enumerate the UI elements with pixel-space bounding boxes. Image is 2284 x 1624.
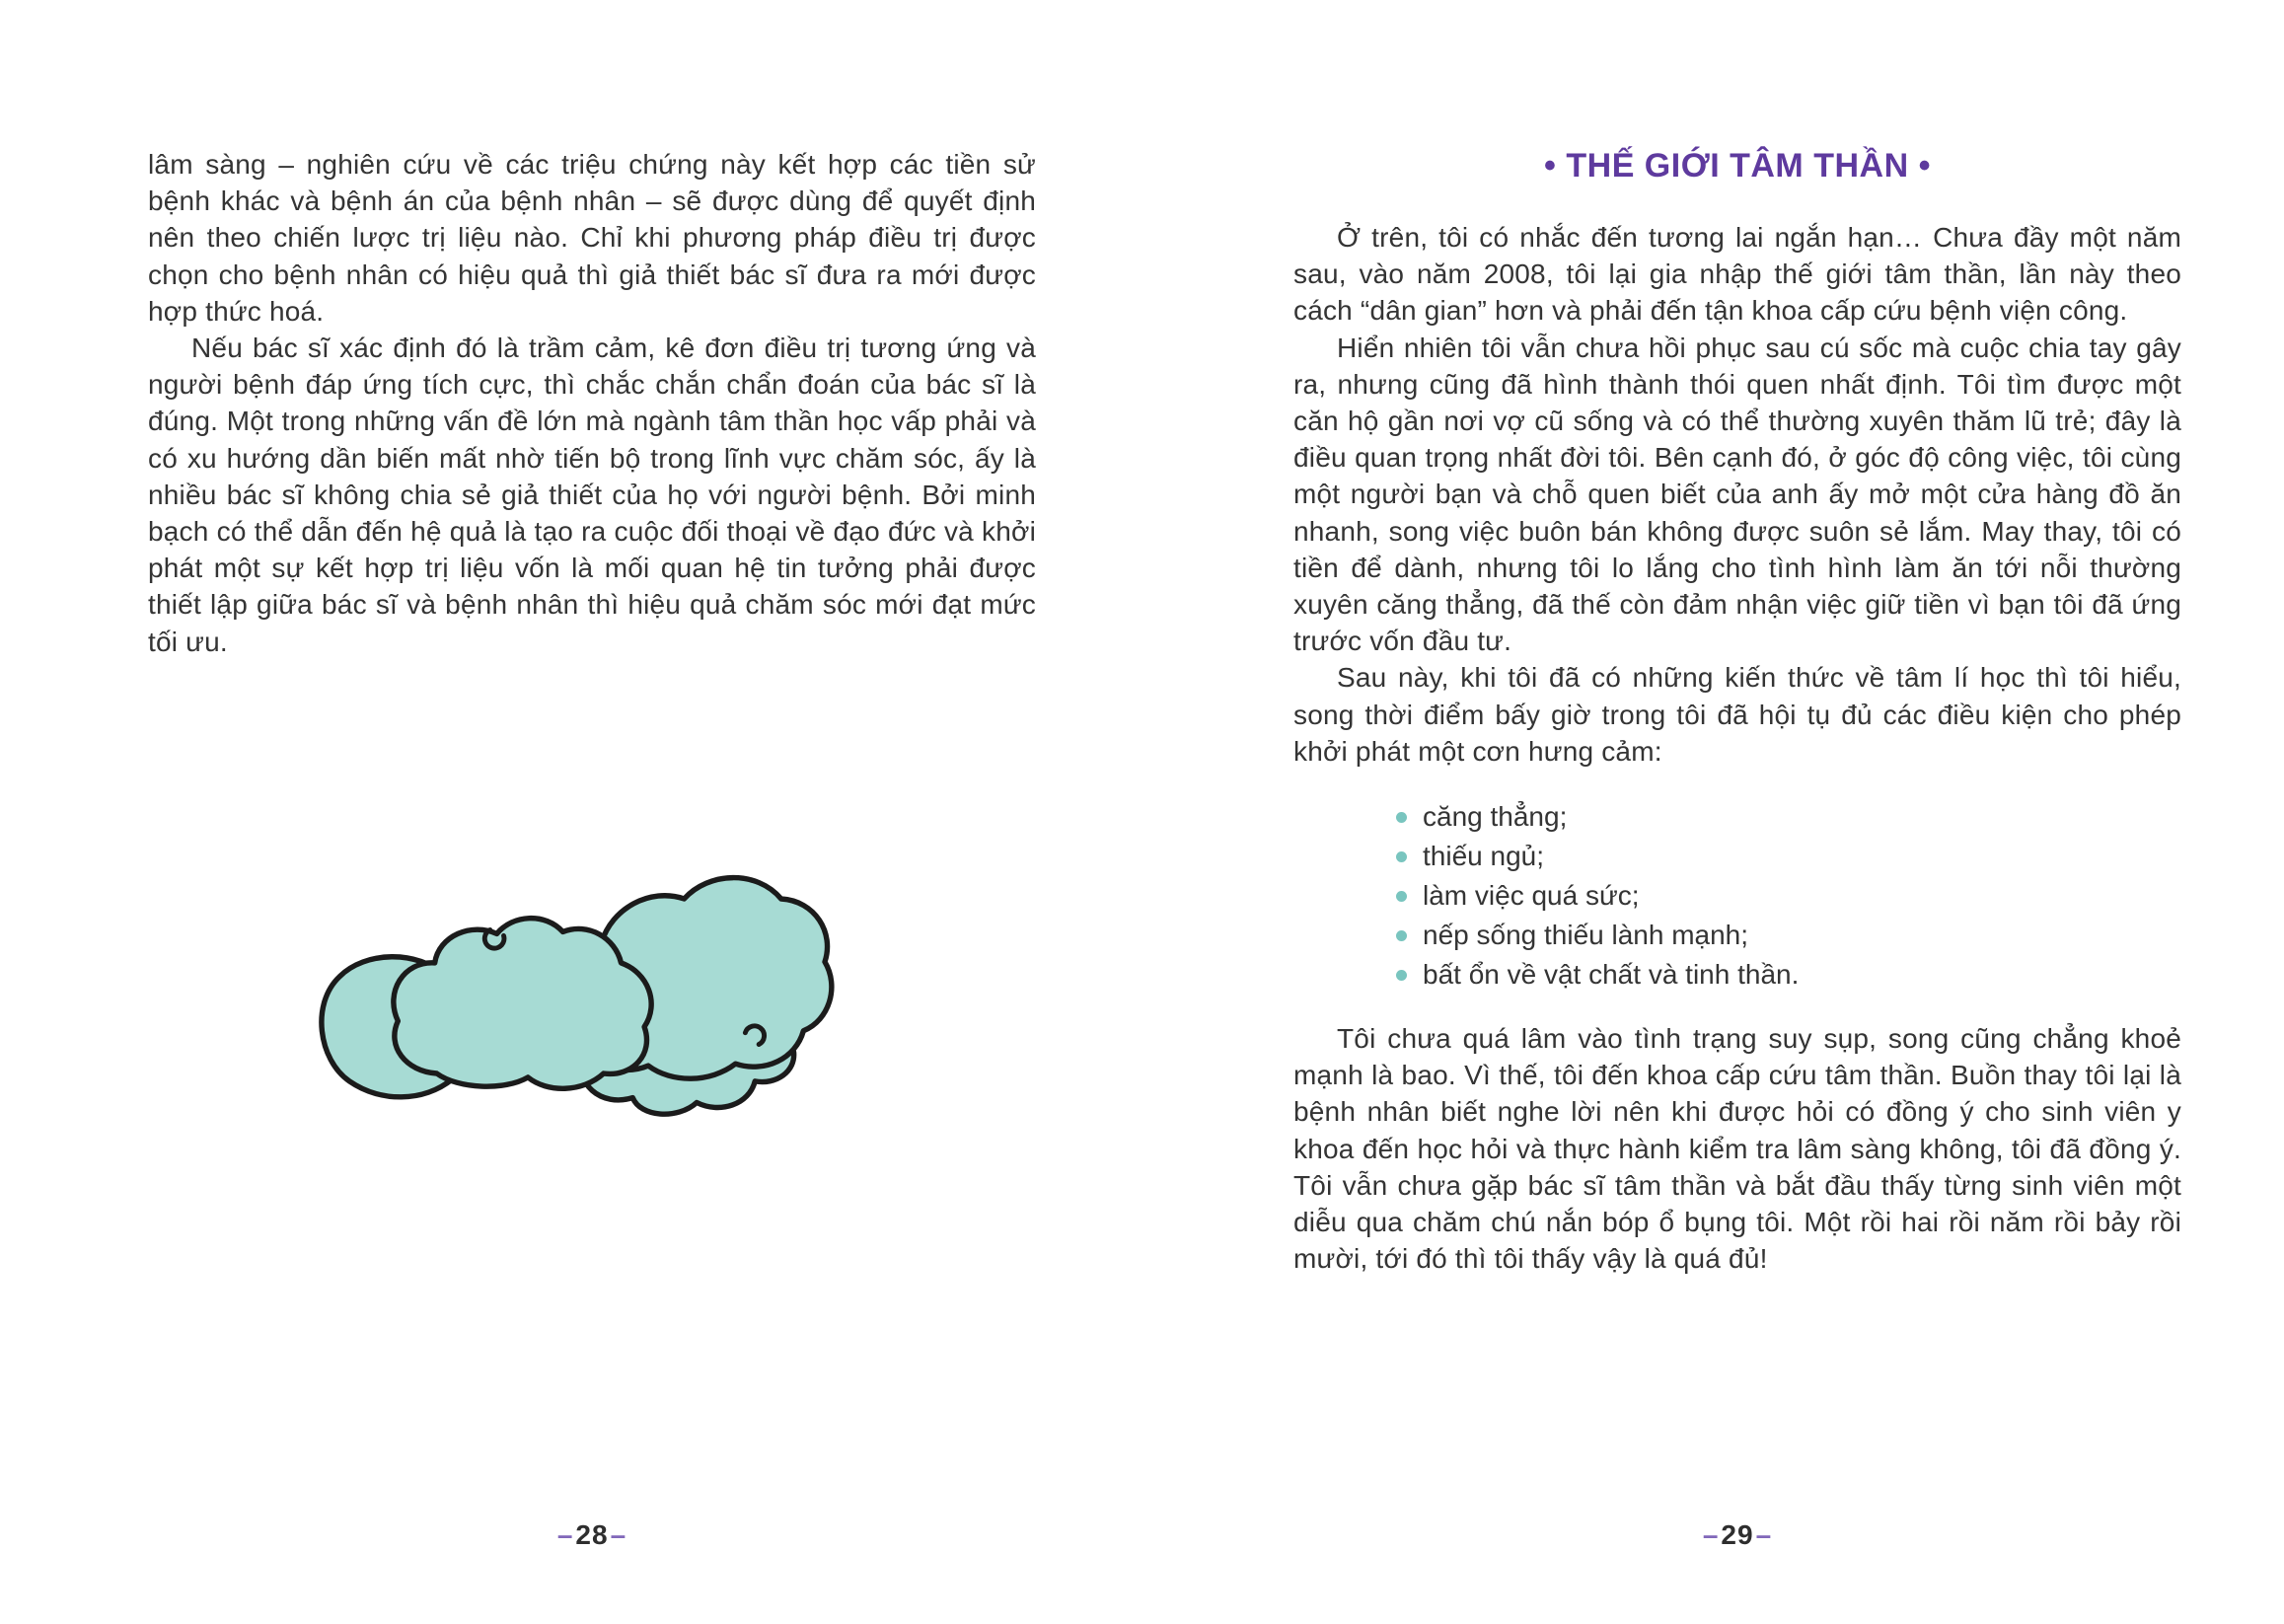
paragraph: Ở trên, tôi có nhắc đến tương lai ngắn hạn… Chưa đầy một năm sau, vào năm 2008, tôi lại gia nhập thế giới tâm thần, lần này theo cách “dân gian” hơn và phải đến tận khoa cấp cứu bệnh viện công. [1293,222,2181,327]
mania-conditions-list [1293,797,2181,995]
list-item [1396,797,2181,837]
paragraph: Sau này, khi tôi đã có những kiến thức về tâm lí học thì tôi hiểu, song thời điểm bấy giờ trong tôi đã hội tụ đủ các điều kiện cho phép khởi phát một cơn hưng cảm: [1293,662,2181,767]
left-text-column [148,146,1036,660]
footer-dash: – [610,1519,627,1550]
list-item [1396,955,2181,995]
paragraph: lâm sàng – nghiên cứu về các triệu chứng này kết hợp các tiền sử bệnh khác và bệnh án của bệnh nhân – sẽ được dùng để quyết định nên theo chiến lược trị liệu nào. Chỉ khi phương pháp điều trị được chọn cho bệnh nhân có hiệu quả thì giả thiết bác sĩ đưa ra mới được hợp thức hoá. [148,149,1036,327]
cloud-doodle-icon [284,841,842,1132]
list-item-text: làm việc quá sức; [1423,880,1640,912]
bullet-dot-icon [1396,812,1407,823]
footer-dash: – [1755,1519,1773,1550]
right-page [1142,0,2284,1624]
chapter-title: • THẾ GIỚI TÂM THẦN • [1544,147,1931,185]
bullet-dot-icon [1396,851,1407,862]
bullet-dot-icon [1396,970,1407,981]
bullet-dot-icon [1396,930,1407,941]
bullet-dot-icon [1396,891,1407,902]
footer-dash: – [556,1519,574,1550]
page-number-footer [1293,1519,2181,1551]
paragraph: Tôi chưa quá lâm vào tình trạng suy sụp, song cũng chẳng khoẻ mạnh là bao. Vì thế, tôi đến khoa cấp cứu tâm thần. Buồn thay tôi lại là bệnh nhân biết nghe lời nên khi được hỏi có đồng ý cho sinh viên y khoa đến học hỏi và thực hành kiểm tra lâm sàng không, tôi đã đồng ý. Tôi vẫn chưa gặp bác sĩ tâm thần và bắt đầu thấy từng sinh viên một diễu qua chăm chú nắn bóp ổ bụng tôi. Một rồi hai rồi năm rồi bảy rồi mười, tới đó thì tôi thấy vậy là quá đủ! [1293,1023,2181,1275]
list-item-text: căng thẳng; [1423,801,1568,833]
footer-dash: – [1702,1519,1720,1550]
page-number-footer [148,1519,1036,1551]
list-item [1396,837,2181,876]
paragraph: Nếu bác sĩ xác định đó là trầm cảm, kê đơn điều trị tương ứng và người bệnh đáp ứng tích cực, thì chắc chắn chẩn đoán của bác sĩ là đúng. Một trong những vấn đề lớn mà ngành tâm thần học vấp phải và có xu hướng dần biến mất nhờ tiến bộ trong lĩnh vực chăm sóc, ấy là nhiều bác sĩ không chia sẻ giả thiết của họ với người bệnh. Bởi minh bạch có thể dẫn đến hệ quả là tạo ra cuộc đối thoại về đạo đức và khởi phát một sự kết hợp trị liệu vốn là mối quan hệ tin tưởng phải được thiết lập giữa bác sĩ và bệnh nhân thì hiệu quả chăm sóc mới đạt mức tối ưu. [148,332,1036,657]
list-item [1396,876,2181,916]
right-text-column [1293,146,2181,1277]
list-item-text: bất ổn về vật chất và tinh thần. [1423,959,1800,991]
page-number: 28 [575,1519,609,1550]
page-number: 29 [1721,1519,1754,1550]
list-item [1396,916,2181,955]
list-item-text: thiếu ngủ; [1423,841,1544,872]
list-item-text: nếp sống thiếu lành mạnh; [1423,920,1749,951]
cloud-illustration [284,841,842,1132]
paragraph: Hiển nhiên tôi vẫn chưa hồi phục sau cú sốc mà cuộc chia tay gây ra, nhưng cũng đã hình thành thói quen nhất định. Tôi tìm được một căn hộ gần nơi vợ cũ sống và có thể thường xuyên thăm lũ trẻ; đây là điều quan trọng nhất đời tôi. Bên cạnh đó, ở góc độ công việc, tôi cùng một người bạn và chỗ quen biết của anh ấy mở một cửa hàng đồ ăn nhanh, song việc buôn bán không được suôn sẻ lắm. May thay, tôi có tiền để dành, nhưng tôi lo lắng cho tình hình làm ăn tới nỗi thường xuyên căng thẳng, đã thế còn đảm nhận việc giữ tiền vì bạn tôi đã ứng trước vốn đầu tư. [1293,332,2181,657]
